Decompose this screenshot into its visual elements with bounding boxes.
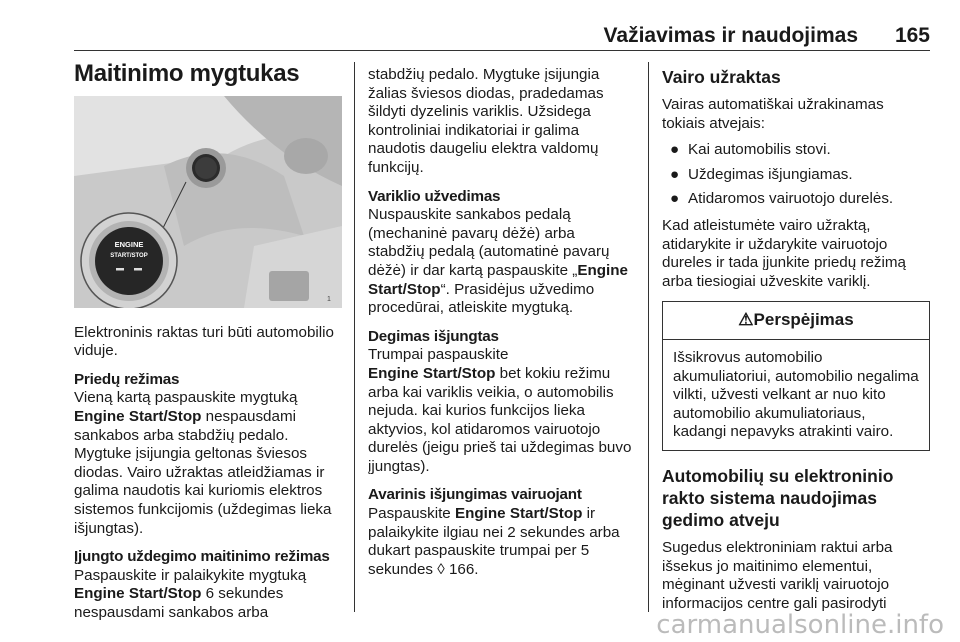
bullet-icon: ● [670, 141, 680, 159]
bullet-icon: ● [670, 165, 680, 183]
page-number: 165 [894, 24, 930, 47]
text: Vieną kartą paspauskite mygtuką [74, 389, 298, 407]
subheading-emergency-operation: Automobilių su elektroninio rakto sistema naudojimas gedimo atveju [662, 465, 894, 530]
warning-box [662, 301, 930, 451]
paragraph: Sugedus elektroniniam raktui arba išsekus jo maitinimo elementui, mėginant užvesti variklį vairuotojo informacijos centre gali pasirodyti [662, 538, 893, 612]
text: Paspauskite [368, 505, 455, 523]
text: 6 sekundes nespausdami sankabos arba [74, 585, 284, 621]
start-button-photo [74, 96, 342, 308]
section-title: Važiavimas ir naudojimas [603, 24, 858, 47]
subsection-title: Degimas išjungtas [368, 327, 499, 345]
list-item [662, 141, 930, 160]
paragraph: Kad atleistumėte vairo užraktą, atidarykite ir uždarykite vairuotojo dureles ir tada įjunkite priedų režimą arba tiesiogiai užveskite variklį. [662, 216, 906, 290]
list-item-text: Atidaromos vairuotojo durelės. [688, 190, 894, 208]
text: Paspauskite ir palaikykite mygtuką [74, 566, 307, 584]
subsection-title: Priedų režimas [74, 370, 180, 388]
text: nespausdami sankabos arba stabdžių pedalo. Mygtuke įsijungia geltonas šviesos diodas. Vairo užraktas atleidžiamas ir galima naudotis kai kuriomis elektros sistemos funkcijomis (uždegimas lieka išjungtas). [74, 407, 332, 537]
column-divider [354, 62, 355, 612]
page-header [74, 20, 930, 48]
subheading-steering-lock: Vairo užraktas [662, 67, 781, 87]
button-name: Engine Start/Stop [368, 261, 628, 298]
text: ir palaikykite ilgiau nei 2 sekundes arba dukart paspauskite trumpai per 5 sekundes [368, 505, 620, 578]
button-name: Engine Start/Stop [74, 585, 202, 603]
page-reference-icon: ◊ [437, 560, 445, 578]
warning-icon: ⚠ [738, 310, 754, 330]
bullet-icon: ● [670, 190, 680, 208]
watermark: carmanualsonline.info [656, 610, 944, 640]
header-rule [74, 50, 930, 51]
page-reference-link[interactable]: 166. [444, 560, 479, 578]
column-1 [74, 62, 342, 633]
warning-title: Perspėjimas [753, 310, 854, 330]
text: bet kokiu režimu arba kai variklis veikia, o automobilis nejuda. kai kurios funkcijos lieka aktyvios, kol atidaromos vairuotojo durelės (jeigu prieš tai uždegimas buvo įjungtas). [368, 364, 632, 475]
paragraph: Elektroninis raktas turi būti automobilio viduje. [74, 323, 334, 360]
paragraph: Vairas automatiškai užrakinamas tokiais atvejais: [662, 96, 884, 132]
subsection-title: Avarinis išjungimas vairuojant [368, 486, 582, 504]
paragraph: stabdžių pedalo. Mygtuke įsijungia žalias šviesos diodas, pradedamas šildyti dyzelinis variklis. Užsidega kontroliniai indikatoriai ir galima naudotis daugeliu elektra valdomų funkcijų. [368, 66, 604, 176]
section-heading: Maitinimo mygtukas [74, 60, 300, 87]
subsection-accessory-mode [74, 371, 342, 538]
image-marker: 1 [327, 295, 331, 303]
text: “. Prasidėjus užvedimo procedūrai, atleiskite mygtuką. [368, 280, 595, 317]
list-item-text: Uždegimas išjungiamas. [688, 165, 853, 183]
subsection-title: Variklio užvedimas [368, 187, 501, 205]
text: Trumpai paspauskite [368, 346, 509, 364]
text: Nuspauskite sankabos pedalą (mechaninė pavarų dėžė) arba stabdžių pedalą (automatinė pavarų dėžė) ir dar kartą paspauskite „ [368, 206, 610, 279]
subsection-ignition-off [368, 328, 634, 477]
bullet-list [662, 141, 930, 209]
column-3 [662, 66, 930, 623]
subsection-emergency-shutoff [368, 486, 634, 579]
subsection-engine-start [368, 188, 634, 318]
button-label-startstop: START/STOP [110, 252, 148, 259]
subsection-ignition-on [74, 548, 342, 622]
button-label-engine: ENGINE [114, 239, 144, 249]
list-item [662, 166, 930, 185]
warning-text: Išsikrovus automobilio akumuliatoriui, automobilio negalima vilkti, užvesti velkant ar nuo kito automobilio akumuliatoriaus, kadangi nepavyks atrakinti vairo. [673, 348, 919, 441]
dashboard-illustration [74, 96, 342, 308]
button-name: Engine Start/Stop [74, 407, 202, 425]
warning-header [663, 302, 929, 340]
list-item-text: Kai automobilis stovi. [688, 141, 831, 159]
button-name: Engine Start/Stop [454, 505, 583, 523]
button-name: Engine Start/Stop [368, 364, 496, 382]
subsection-title: Įjungto uždegimo maitinimo režimas [74, 548, 330, 566]
column-divider [648, 62, 649, 612]
list-item [662, 190, 930, 209]
column-2 [368, 66, 634, 589]
